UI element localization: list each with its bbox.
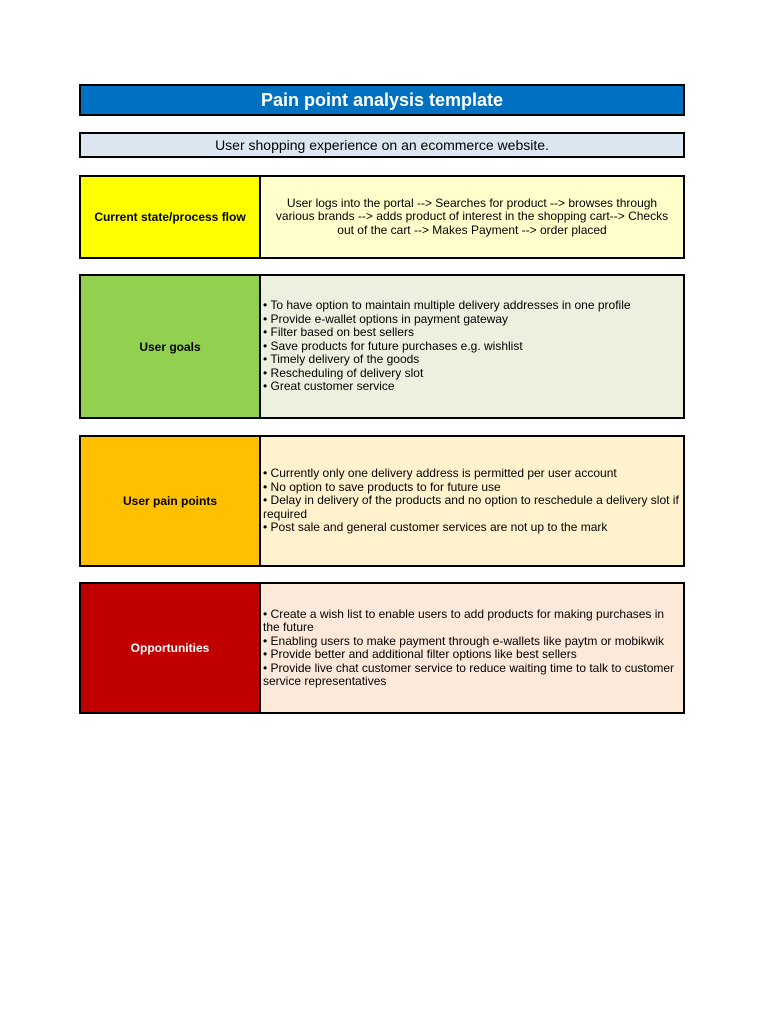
page-title: Pain point analysis template [79,84,685,116]
process-flow-text: User logs into the portal --> Searches for product --> browses through various brands --> adds product of interest in the shopping cart--> Checks out of the cart --> Makes Payment --> order placed [275,195,669,237]
section-label: User goals [81,276,261,417]
pain-points-list [263,467,681,535]
section-label: Current state/process flow [81,177,261,257]
list-item: • Filter based on best sellers [263,326,631,340]
section-content [261,584,683,712]
list-item: • Save products for future purchases e.g. wishlist [263,340,631,354]
list-item: • Post sale and general customer services are not up to the mark [263,521,681,535]
list-item: • Currently only one delivery address is permitted per user account [263,467,681,481]
section-content [261,276,683,417]
list-item: • Delay in delivery of the products and no option to reschedule a delivery slot if required [263,494,681,521]
list-item: • To have option to maintain multiple delivery addresses in one profile [263,299,631,313]
page-subtitle: User shopping experience on an ecommerce website. [79,132,685,158]
section-user-goals [79,274,685,419]
section-opportunities [79,582,685,714]
opportunities-list [263,608,681,689]
list-item: • Provide live chat customer service to reduce waiting time to talk to customer service representatives [263,662,681,689]
list-item: • Rescheduling of delivery slot [263,367,631,381]
list-item: • Timely delivery of the goods [263,353,631,367]
section-user-pain-points [79,435,685,567]
section-content [261,177,683,257]
list-item: • Enabling users to make payment through e-wallets like paytm or mobikwik [263,635,681,649]
list-item: • Great customer service [263,380,631,394]
section-label: Opportunities [81,584,261,712]
list-item: • No option to save products to for future use [263,481,681,495]
user-goals-list [263,299,631,394]
section-content [261,437,683,565]
section-current-state [79,175,685,259]
list-item: • Create a wish list to enable users to add products for making purchases in the future [263,608,681,635]
list-item: • Provide better and additional filter options like best sellers [263,648,681,662]
section-label: User pain points [81,437,261,565]
list-item: • Provide e-wallet options in payment gateway [263,313,631,327]
